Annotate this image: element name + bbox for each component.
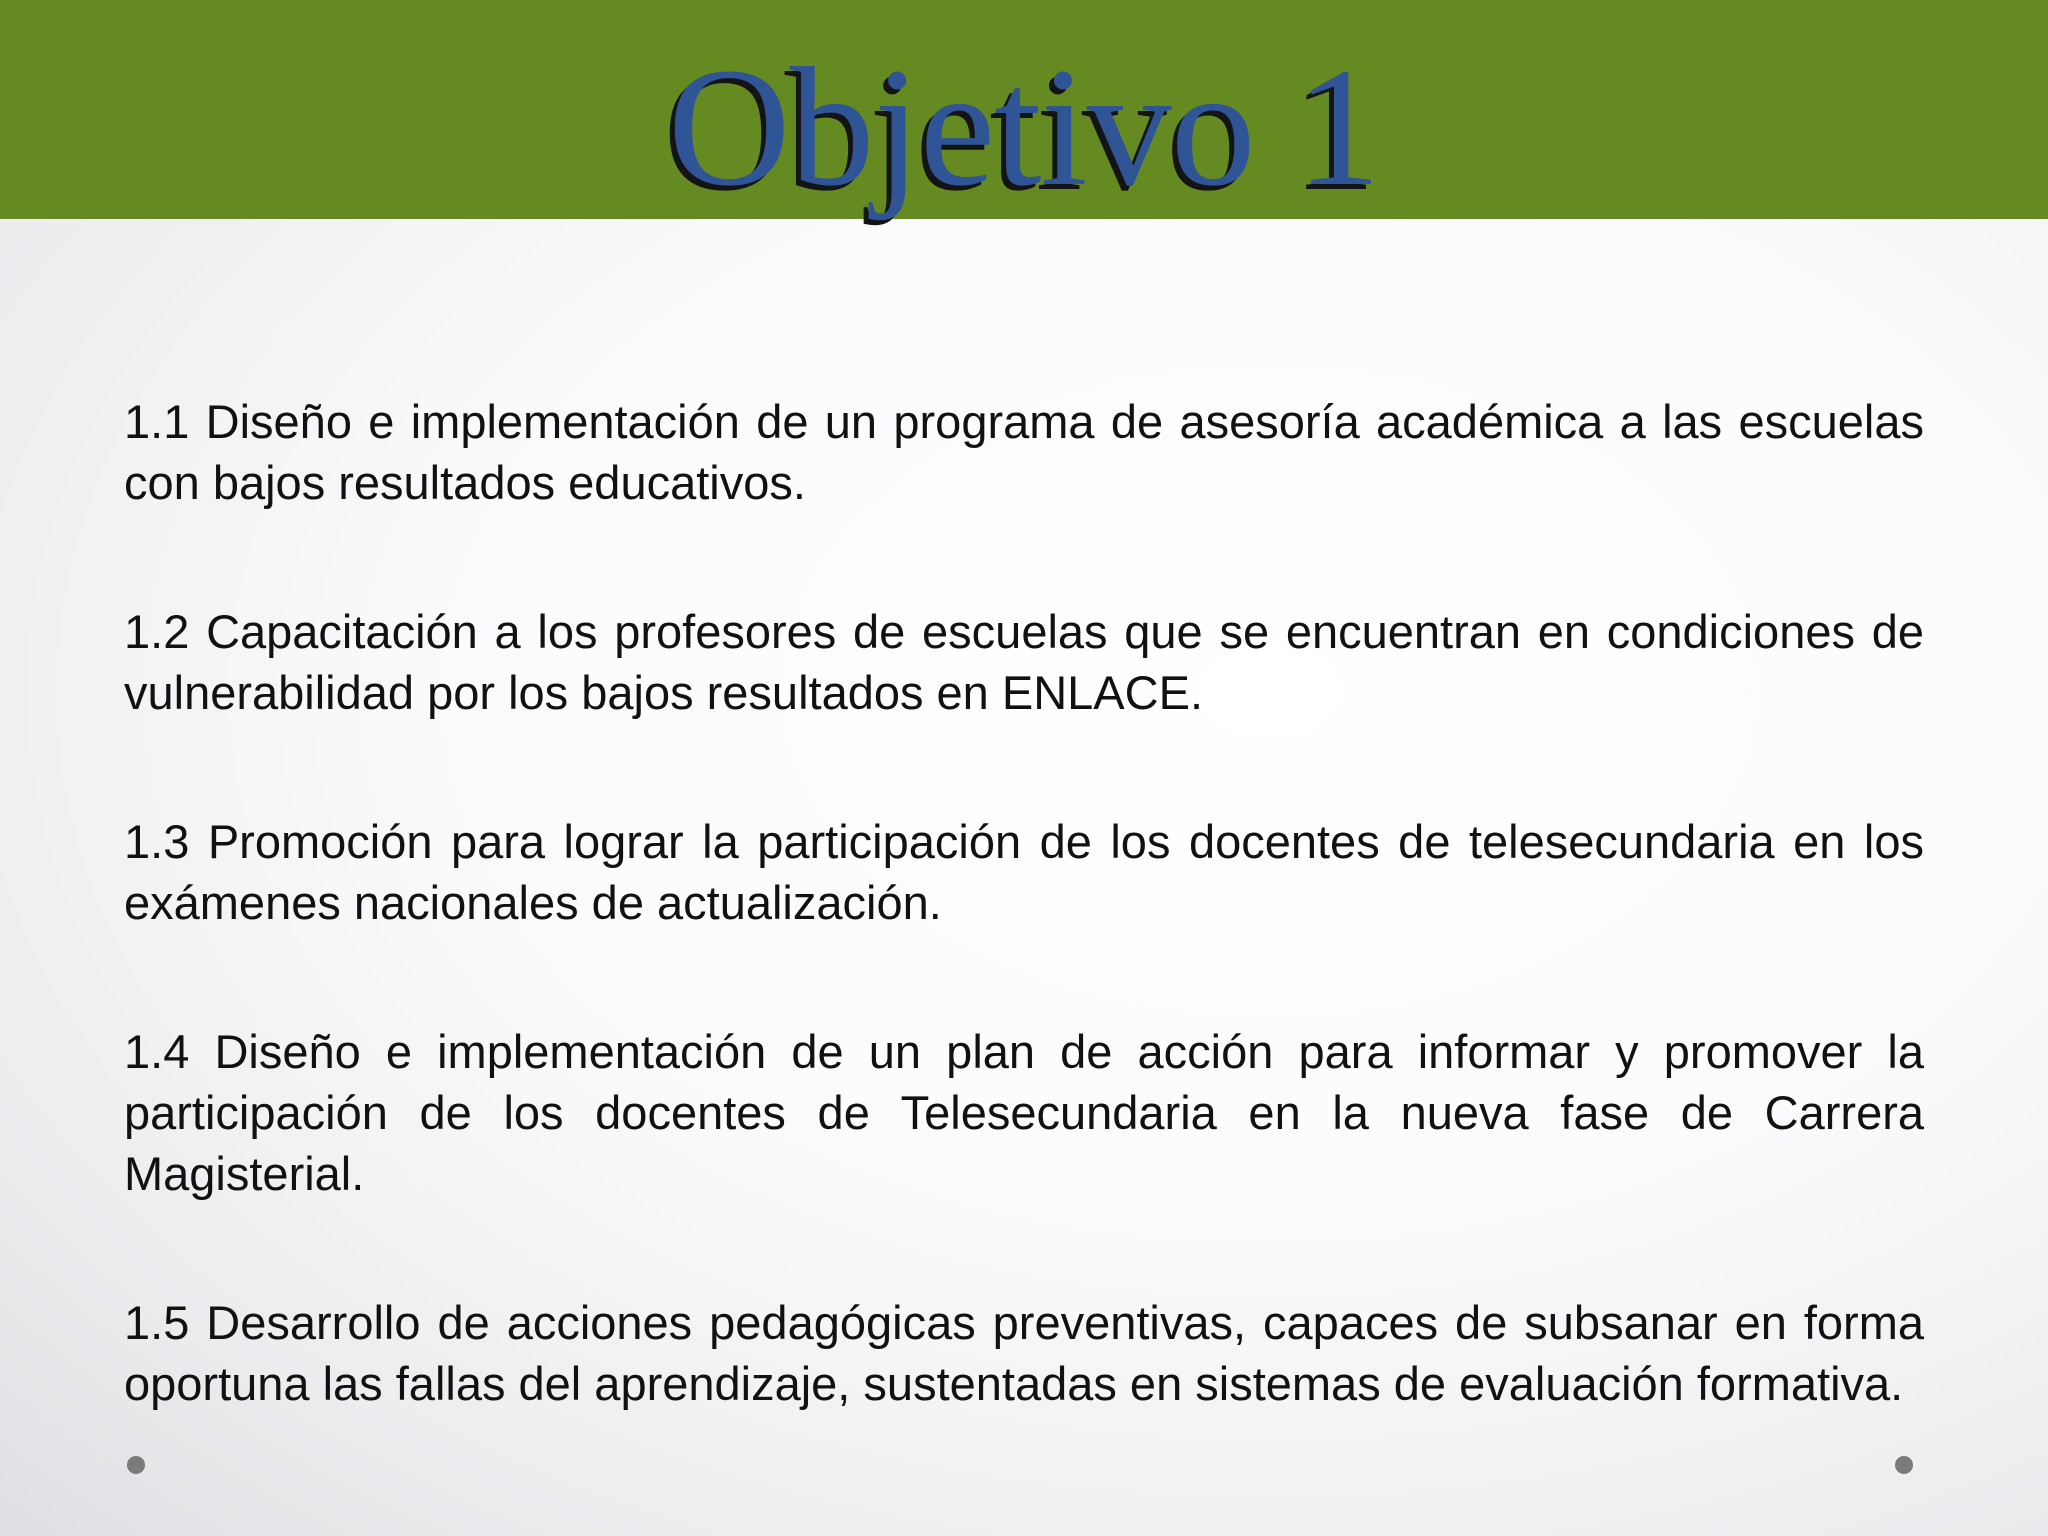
objective-item-1-4: 1.4 Diseño e implementación de un plan de acción para informar y promover la participación de los docentes de Telesecundaria en la nueva fase de Carrera Magisterial. bbox=[124, 1025, 1924, 1200]
objective-item-1-2: 1.2 Capacitación a los profesores de escuelas que se encuentran en condiciones de vulnerabilidad por los bajos resultados en ENLACE. bbox=[124, 605, 1924, 719]
objective-item-1-1: 1.1 Diseño e implementación de un programa de asesoría académica a las escuelas con bajos resultados educativos. bbox=[124, 395, 1924, 509]
slide-title: Objetivo 1 bbox=[667, 33, 1381, 221]
objective-item-1-5: 1.5 Desarrollo de acciones pedagógicas preventivas, capaces de subsanar en forma oportuna las fallas del aprendizaje, sustentadas en sistemas de evaluación formativa. bbox=[124, 1296, 1924, 1410]
decorative-dot-left bbox=[127, 1456, 145, 1474]
objective-list bbox=[124, 391, 1924, 1414]
objective-item-1-3: 1.3 Promoción para lograr la participación de los docentes de telesecundaria en los exámenes nacionales de actualización. bbox=[124, 815, 1924, 929]
decorative-dot-right bbox=[1895, 1456, 1913, 1474]
